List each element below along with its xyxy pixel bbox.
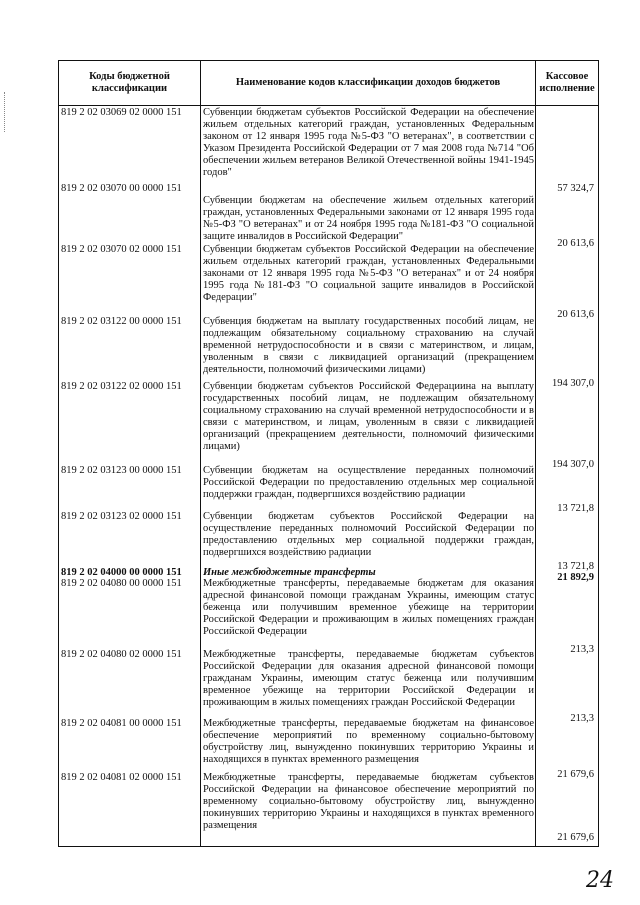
row-name: Иные межбюджетные трансферты	[203, 567, 376, 578]
row-code: 819 2 02 04000 00 0000 151	[61, 567, 182, 578]
row-amount: 21 892,9	[557, 572, 594, 583]
row-code: 819 2 02 03123 00 0000 151	[61, 465, 182, 476]
row-amount: 13 721,8	[557, 561, 594, 572]
row-amount: 57 324,7	[557, 183, 594, 194]
row-name: Межбюджетные трансферты, передаваемые бюджетам субъектов Российской Федерации для оказания адресной финансовой помощи гражданам Украины, имеющим статус беженца или получившим временное убежище на территории Российской Федерации и проживающим в жилых помещениях граждан Российской Федерации	[203, 649, 534, 708]
row-name: Межбюджетные трансферты, передаваемые бюджетам на финансовое обеспечение мероприятий по временному социально-бытовому обустройству лиц, вынужденно покинувших территорию Украины и находящихся в пунктах временного размещения	[203, 718, 534, 765]
row-amount: 213,3	[570, 713, 594, 724]
row-code: 819 2 02 03122 02 0000 151	[61, 381, 182, 392]
row-name: Субвенции бюджетам субъектов Российской Федерации на обеспечение жильем отдельных категорий граждан, установленных Федеральным законом от 12 января 1995 года №5-ФЗ "О ветеранах", в соответствии с Указом Президента Российской Федерации от 7 мая 2008 года №714 "Об обеспечении жильем ветеранов Великой Отечественной войны 1941-1945 годов"	[203, 107, 534, 178]
row-amount: 21 679,6	[557, 832, 594, 843]
row-amount: 20 613,6	[557, 309, 594, 320]
row-code: 819 2 02 04081 00 0000 151	[61, 718, 182, 729]
row-code: 819 2 02 03122 00 0000 151	[61, 316, 182, 327]
row-code: 819 2 02 03070 00 0000 151	[61, 183, 182, 194]
row-amount: 213,3	[570, 644, 594, 655]
margin-mark	[4, 92, 6, 132]
row-code: 819 2 02 03123 02 0000 151	[61, 511, 182, 522]
row-name: Субвенции бюджетам субъектов Российской Федерации на обеспечение жильем отдельных категорий граждан, установленных Федеральными законами от 12 января 1995 года №5-ФЗ "О ветеранах" и от 24 ноября 1995 года №181-ФЗ "О социальной защите инвалидов в Российской Федерации"	[203, 244, 534, 303]
header-amount: Кассовое исполнение	[539, 71, 595, 94]
row-code: 819 2 02 04080 00 0000 151	[61, 578, 182, 589]
row-code: 819 2 02 03070 02 0000 151	[61, 244, 182, 255]
row-amount: 194 307,0	[552, 378, 594, 389]
header-code: Коды бюджетной классификации	[89, 71, 170, 94]
row-amount: 21 679,6	[557, 769, 594, 780]
row-name: Межбюджетные трансферты, передаваемые бюджетам для оказания адресной финансовой помощи гражданам Украины, имеющим статус беженца или получившим временное убежище на территории Российской Федерации и проживающим в жилых помещениях граждан Российской Федерации	[203, 578, 534, 637]
row-code: 819 2 02 03069 02 0000 151	[61, 107, 182, 118]
page-number: 24	[586, 868, 614, 893]
row-name: Субвенции бюджетам на осуществление переданных полномочий Российской Федерации по предоставлению отдельных мер социальной поддержки граждан, подвергшихся воздействию радиации	[203, 465, 534, 500]
row-code: 819 2 02 04080 02 0000 151	[61, 649, 182, 660]
row-code: 819 2 02 04081 02 0000 151	[61, 772, 182, 783]
row-name: Субвенция бюджетам на выплату государственных пособий лицам, не подлежащим обязательному социальному страхованию на случай временной нетрудоспособности и в связи с материнством, и лицам, уволенным в связи с ликвидацией организаций (прекращением деятельности, полномочий физическими лицами)	[203, 316, 534, 375]
header-divider	[59, 105, 598, 106]
revenue-table	[58, 60, 599, 847]
header-name: Наименование кодов классификации доходов бюджетов	[235, 77, 501, 88]
row-amount: 20 613,6	[557, 238, 594, 249]
row-name: Межбюджетные трансферты, передаваемые бюджетам субъектов Российской Федерации на финансовое обеспечение мероприятий по временному социально-бытовому обустройству лиц, вынужденно покинувших территорию Украины и находящихся в пунктах временного размещения	[203, 772, 534, 831]
row-name: Субвенции бюджетам на обеспечение жильем отдельных категорий граждан, установленных Федеральными законами от 12 января 1995 года №5-ФЗ "О ветеранах" и от 24 ноября 1995 года №181-ФЗ "О социальной защите инвалидов в Российской Федерации"	[203, 195, 534, 242]
row-name: Субвенции бюджетам субъектов Российской Федерациина на выплату государственных пособий лицам, не подлежащим обязательному социальному страхованию на случай временной нетрудоспособности и в связи с материнством, и лицам, уволенным в связи с ликвидацией организаций (прекращением деятельности, полномочий физическими лицами)	[203, 381, 534, 452]
row-amount: 194 307,0	[552, 459, 594, 470]
column-divider	[535, 61, 536, 846]
row-amount: 13 721,8	[557, 503, 594, 514]
row-name: Субвенции бюджетам субъектов Российской Федерации на осуществление переданных полномочий Российской Федерации по предоставлению отдельных мер социальной поддержки граждан, подвергшихся воздействию радиации	[203, 511, 534, 558]
